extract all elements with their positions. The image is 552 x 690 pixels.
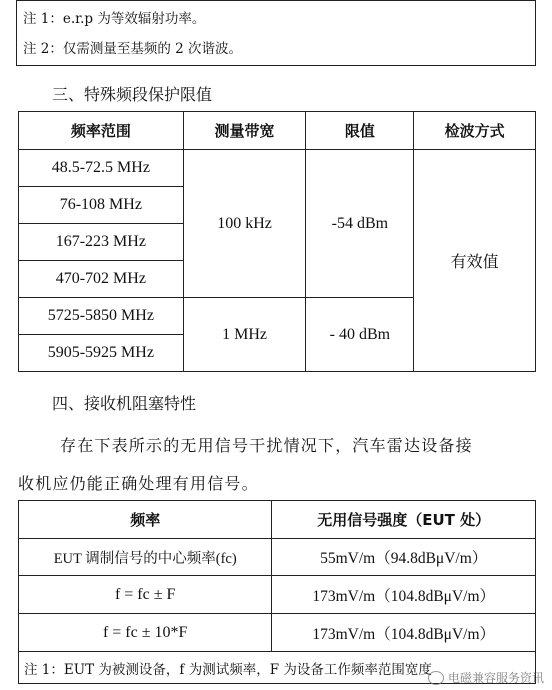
- note-erp: 注 1：e.r.p 为等效辐射功率。: [23, 11, 206, 27]
- blocking-freq-cell: EUT 调制信号的中心频率(fc): [19, 539, 272, 576]
- header-signal-strength: 无用信号强度（EUT 处）: [272, 501, 536, 539]
- header-detector: 检波方式: [414, 112, 536, 150]
- watermark: [428, 669, 544, 686]
- freq-range-cell: 48.5-72.5 MHz: [19, 150, 184, 187]
- bandwidth-100khz: 100 kHz: [183, 150, 306, 298]
- freq-range-cell: 76-108 MHz: [19, 187, 184, 224]
- wechat-icon: [428, 671, 444, 685]
- blocking-strength-cell: 173mV/m（104.8dBμV/m）: [272, 576, 536, 614]
- limit-minus40: - 40 dBm: [306, 298, 414, 372]
- freq-range-cell: 5905-5925 MHz: [19, 335, 184, 372]
- receiver-blocking-table: [18, 500, 536, 684]
- paragraph-line2: 收机应仍能正确处理有用信号。: [18, 474, 259, 493]
- paragraph-line1: 存在下表所示的无用信号干扰情况下，汽车雷达设备接: [60, 436, 473, 455]
- freq-range-cell: 470-702 MHz: [19, 261, 184, 298]
- section3-heading: 三、特殊频段保护限值: [52, 85, 213, 104]
- freq-range-cell: 5725-5850 MHz: [19, 298, 184, 335]
- header-frequency: 频率: [19, 501, 272, 539]
- watermark-text: 电磁兼容服务资讯: [447, 671, 544, 685]
- top-notes-box: [16, 0, 536, 66]
- blocking-freq-cell: f = fc ± F: [19, 576, 272, 614]
- protection-limit-table: [18, 111, 536, 372]
- freq-range-cell: 167-223 MHz: [19, 224, 184, 261]
- note-harmonic: 注 2：仅需测量至基频的 2 次谐波。: [23, 41, 243, 57]
- blocking-strength-cell: 173mV/m（104.8dBμV/m）: [272, 614, 536, 652]
- blocking-table-note: 注 1：EUT 为被测设备，f 为测试频率，F 为设备工作频率范围宽度: [19, 652, 536, 684]
- blocking-freq-cell: f = fc ± 10*F: [19, 614, 272, 652]
- limit-minus54: -54 dBm: [306, 150, 414, 298]
- header-freq-range: 频率范围: [19, 112, 184, 150]
- header-limit: 限值: [306, 112, 414, 150]
- section4-heading: 四、接收机阻塞特性: [52, 394, 197, 413]
- detector-rms: 有效值: [414, 150, 536, 372]
- bandwidth-1mhz: 1 MHz: [183, 298, 306, 372]
- blocking-strength-cell: 55mV/m（94.8dBμV/m）: [272, 539, 536, 576]
- header-bandwidth: 测量带宽: [183, 112, 306, 150]
